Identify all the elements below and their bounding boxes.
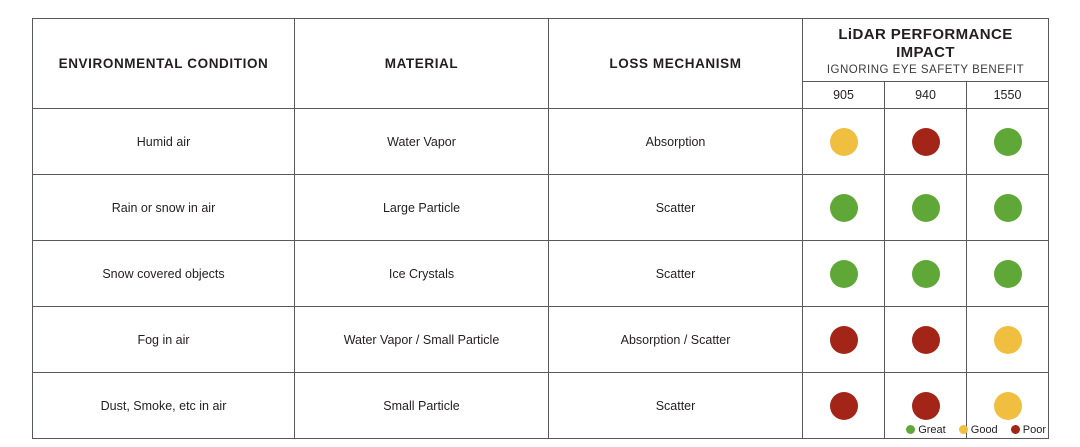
cell-loss-mechanism: Absorption / Scatter: [549, 307, 803, 373]
column-header-loss-mechanism: LOSS MECHANISM: [549, 19, 803, 109]
legend-item-poor: [1011, 424, 1046, 436]
cell-condition: Dust, Smoke, etc in air: [33, 373, 295, 439]
cell-loss-mechanism: Scatter: [549, 373, 803, 439]
cell-condition: Rain or snow in air: [33, 175, 295, 241]
cell-condition: Snow covered objects: [33, 241, 295, 307]
table-row: [33, 307, 1049, 373]
cell-rating-1550: [967, 307, 1049, 373]
column-header-material: MATERIAL: [295, 19, 549, 109]
rating-dot: [830, 392, 858, 420]
cell-material: Small Particle: [295, 373, 549, 439]
cell-rating-905: [803, 241, 885, 307]
rating-dot: [830, 326, 858, 354]
cell-rating-905: [803, 307, 885, 373]
cell-loss-mechanism: Scatter: [549, 241, 803, 307]
legend-dot-great: [906, 425, 915, 434]
cell-rating-940: [885, 175, 967, 241]
cell-rating-1550: [967, 175, 1049, 241]
legend-dot-good: [959, 425, 968, 434]
rating-dot: [912, 194, 940, 222]
rating-dot: [994, 194, 1022, 222]
table-row: [33, 109, 1049, 175]
cell-condition: Fog in air: [33, 307, 295, 373]
legend-label-poor: Poor: [1022, 424, 1046, 436]
lidar-performance-table: [32, 18, 1049, 439]
column-header-1550: 1550: [967, 82, 1049, 109]
column-header-condition: ENVIRONMENTAL CONDITION: [33, 19, 295, 109]
rating-dot: [830, 260, 858, 288]
rating-dot: [912, 326, 940, 354]
table-body: [33, 109, 1049, 439]
cell-material: Ice Crystals: [295, 241, 549, 307]
rating-dot: [912, 128, 940, 156]
cell-rating-905: [803, 175, 885, 241]
legend-item-good: [959, 424, 998, 436]
cell-condition: Humid air: [33, 109, 295, 175]
cell-rating-940: [885, 241, 967, 307]
table-row: [33, 241, 1049, 307]
cell-material: Large Particle: [295, 175, 549, 241]
cell-rating-1550: [967, 241, 1049, 307]
legend: [896, 424, 1046, 436]
rating-dot: [994, 392, 1022, 420]
rating-dot: [912, 392, 940, 420]
column-header-940: 940: [885, 82, 967, 109]
cell-material: Water Vapor / Small Particle: [295, 307, 549, 373]
rating-dot: [994, 260, 1022, 288]
legend-item-great: [906, 424, 946, 436]
cell-rating-940: [885, 109, 967, 175]
table-container: [32, 18, 1048, 439]
rating-dot: [994, 326, 1022, 354]
cell-rating-940: [885, 307, 967, 373]
cell-loss-mechanism: Absorption: [549, 109, 803, 175]
header-row-main: [33, 19, 1049, 82]
table-row: [33, 175, 1049, 241]
legend-dot-poor: [1011, 425, 1020, 434]
cell-loss-mechanism: Scatter: [549, 175, 803, 241]
rating-dot: [830, 194, 858, 222]
rating-dot: [912, 260, 940, 288]
performance-group-title: LiDAR PERFORMANCE IMPACT: [838, 26, 1013, 61]
legend-label-good: Good: [970, 424, 998, 436]
rating-dot: [994, 128, 1022, 156]
performance-group-subtitle: IGNORING EYE SAFETY BENEFIT: [826, 63, 1025, 76]
column-header-905: 905: [803, 82, 885, 109]
cell-rating-1550: [967, 109, 1049, 175]
table-head: [33, 19, 1049, 109]
rating-dot: [830, 128, 858, 156]
legend-label-great: Great: [918, 424, 946, 436]
cell-rating-905: [803, 109, 885, 175]
cell-rating-905: [803, 373, 885, 439]
cell-material: Water Vapor: [295, 109, 549, 175]
column-header-performance-group: [803, 19, 1049, 82]
